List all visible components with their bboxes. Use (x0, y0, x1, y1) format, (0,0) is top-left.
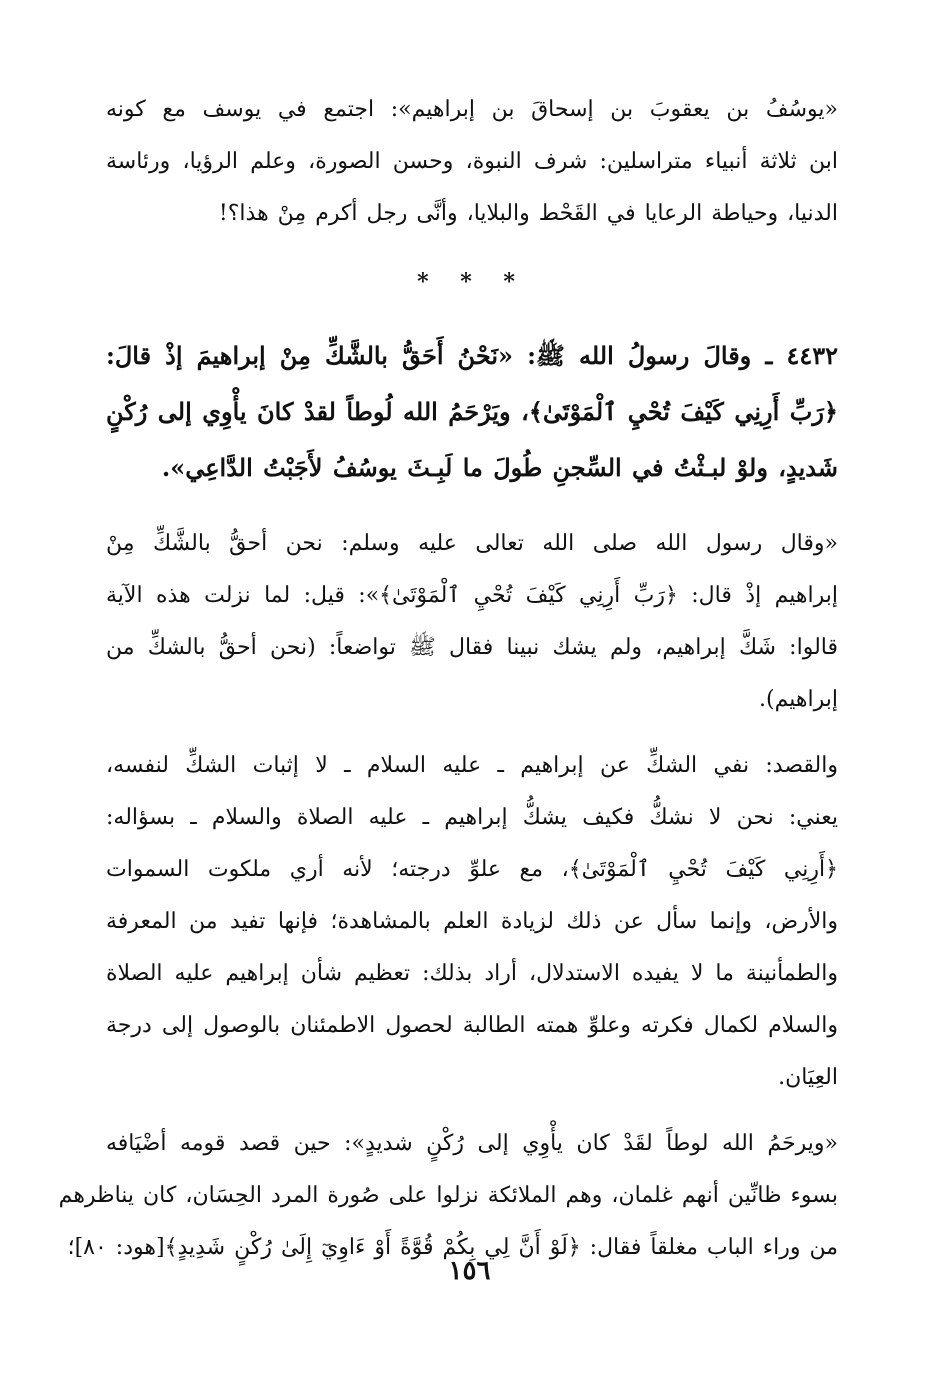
text-line: والطمأنينة ما لا يفيده الاستدلال، أراد بذلك: تعظيم شأن إبراهيم عليه الصلاة (106, 961, 838, 986)
text-line: إبراهيم). (759, 687, 838, 712)
text-line: ابن ثلاثة أنبياء متراسلين: شرف النبوة، وحسن الصورة، وعلم الرؤيا، ورئاسة (106, 149, 838, 174)
text-line: «ويرحَمُ الله لوطاً لقَدْ كان يأْوِي إلى رُكْنٍ شديدٍ»: حين قصد قومه أضْيَافه (106, 1131, 838, 1156)
text-line: والقصد: نفي الشكِّ عن إبراهيم ـ عليه السلام ـ لا إثبات الشكِّ لنفسه، (106, 753, 838, 778)
text-line: ﴿رَبِّ أَرِنِي كَيْفَ تُحْيِ ٱلْمَوْتَىٰ﴾، ويَرْحَمُ الله لُوطاً لقدْ كانَ يأْوِي إلى رُكْنٍ (106, 397, 838, 426)
section-divider: * * * (417, 269, 527, 295)
spacer (106, 496, 838, 518)
text-line: ٤٤٣٢ ـ وقالَ رسولُ الله ﷺ: «نَحْنُ أَحَقُّ بالشَّكِّ مِنْ إبراهيمَ إذْ قالَ: (106, 341, 838, 370)
spacer (106, 1104, 838, 1118)
text-line: شَديدٍ، ولوْ لبـثْتُ في السِّجنِ طُولَ ما لَبِـثَ يوسُفُ لأَجَبْتُ الدَّاعِي». (161, 453, 838, 482)
text-line: بسوء ظانِّين أنهم غلمان، وهم الملائكة نزلوا على صُورة المرد الحِسَان، كان يناظرهم (58, 1183, 838, 1208)
page-body (58, 84, 838, 1274)
text-line: قالوا: شَكَّ إبراهيم، ولم يشك نبينا فقال ﷺ تواضعاً: (نحن أحقُّ بالشكِّ من (106, 635, 838, 660)
text-line: «وقال رسول الله صلى الله تعالى عليه وسلم: نحن أحقُّ بالشَّكِّ مِنْ (106, 531, 838, 556)
paragraph-commentary-3 (58, 1118, 838, 1274)
page-number: ١٥٦ (448, 1256, 491, 1286)
text-line: والأرض، وإنما سأل عن ذلك لزيادة العلم بالمشاهدة؛ فإنها تفيد من المعرفة (106, 909, 838, 934)
text-line: العِيَان. (778, 1065, 838, 1090)
text-line: والسلام لكمال فكرته وعلوِّ همته الطالبة لحصول الاطمئنان بالوصول إلى درجة (106, 1013, 838, 1038)
paragraph-commentary-1 (106, 518, 838, 726)
text-line: من وراء الباب مغلقاً فقال: ﴿لَوْ أَنَّ لِي بِكُمْ قُوَّةً أَوْ ءَاوِيٓ إِلَىٰ رُكْنٍ شَدِيدٍ﴾[هود: ٨٠]؛ (67, 1235, 838, 1260)
text-line: يعني: نحن لا نشكُّ فكيف يشكُّ إبراهيم ـ عليه الصلاة والسلام ـ بسؤاله: (106, 805, 838, 830)
hadith-text (106, 328, 838, 496)
text-line: إبراهيم إذْ قال: ﴿رَبِّ أَرِنِي كَيْفَ تُحْيِ ٱلْمَوْتَىٰ﴾»: قيل: لما نزلت هذه الآية (106, 583, 838, 608)
text-line: الدنيا، وحياطة الرعايا في القَحْط والبلايا، وأنَّى رجل أكرم مِنْ هذا؟! (218, 201, 838, 226)
spacer (106, 726, 838, 740)
paragraph-yusuf (106, 84, 838, 240)
text-line: «يوسُفُ بن يعقوبَ بن إسحاقَ بن إبراهيم»: اجتمع في يوسف مع كونه (106, 97, 838, 122)
paragraph-commentary-2 (106, 740, 838, 1104)
text-line: ﴿أَرِنِي كَيْفَ تُحْيِ ٱلْمَوْتَىٰ﴾، مع علوِّ درجته؛ لأنه أري ملكوت السموات (106, 857, 838, 882)
